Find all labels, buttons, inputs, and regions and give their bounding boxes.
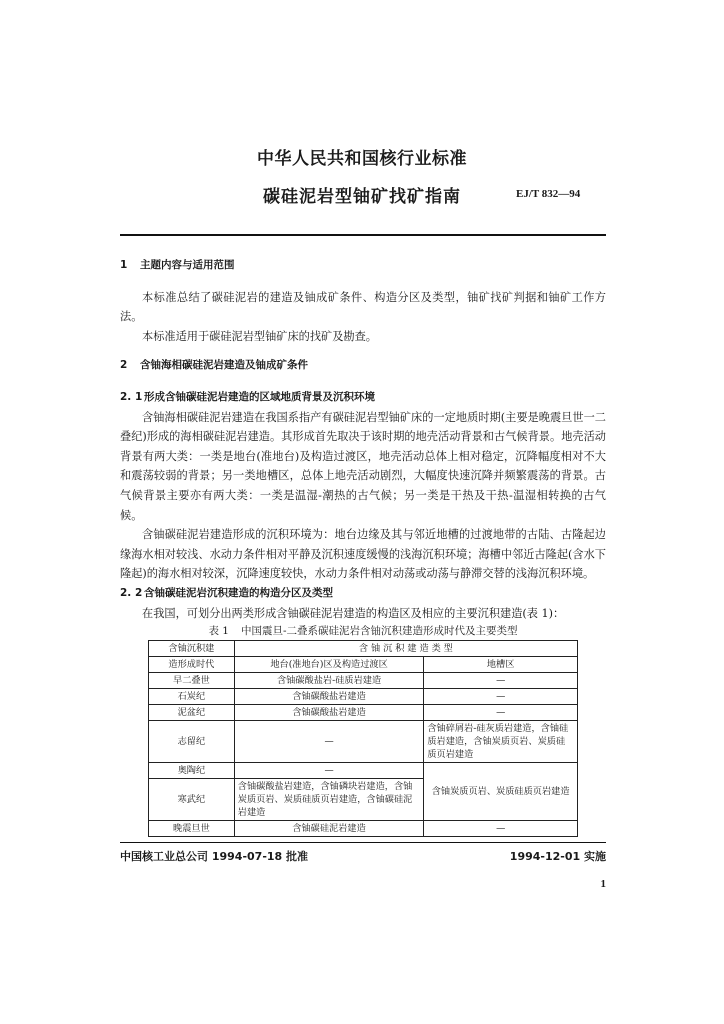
section-2-1-paragraph-2: 含铀碳硅泥岩建造形成的沉积环境为：地台边缘及其与邻近地槽的过渡地带的古陆、古隆起边缘海水相对较浅、水动力条件相对平静及沉积速度缓慢的浅海沉积环境；海槽中邻近古隆起(含水下隆起)的海水相对较深，沉降速度较快，水动力条件相对动荡或动荡与静滞交替的浅海沉积环境。 xyxy=(120,528,606,581)
section-1-number: 1 xyxy=(120,259,128,271)
implementation-date: 1994-12-01 实施 xyxy=(509,850,606,863)
header-period-top: 含铀沉积建 xyxy=(149,641,235,657)
document-title: 碳硅泥岩型铀矿找矿指南 xyxy=(263,187,461,207)
period-cell: 奥陶纪 xyxy=(149,763,235,779)
table-1-title: 中国震旦-二叠系碳硅泥岩含铀沉积建造形成时代及主要类型 xyxy=(240,625,518,638)
platform-cell: — xyxy=(234,763,424,779)
header-geosyncline-zone: 地槽区 xyxy=(424,657,578,673)
section-2-heading xyxy=(120,356,606,376)
period-cell: 寒武纪 xyxy=(149,779,235,821)
section-1-paragraph-2: 本标准适用于碳硅泥岩型铀矿床的找矿及勘查。 xyxy=(142,329,377,343)
table-row xyxy=(149,763,578,779)
table-1-number: 表 1 xyxy=(208,625,229,638)
platform-cell: 含铀碳酸盐岩-硅质岩建造 xyxy=(234,673,424,689)
section-2-2-heading xyxy=(120,584,606,604)
section-2-number: 2 xyxy=(120,359,128,372)
platform-cell: — xyxy=(234,721,424,763)
section-2-1-title: 形成含铀碳硅泥岩建造的区域地质背景及沉积环境 xyxy=(144,390,375,403)
table-row xyxy=(149,673,578,689)
header-platform-zone: 地台(准地台)区及构造过渡区 xyxy=(234,657,424,673)
section-2-2-number: 2. 2 xyxy=(120,586,143,599)
section-1-paragraph-1: 本标准总结了碳硅泥岩的建造及铀成矿条件、构造分区及类型，铀矿找矿判据和铀矿工作方法。 xyxy=(120,290,606,324)
table-row xyxy=(149,705,578,721)
table-header-row-1 xyxy=(149,641,578,657)
period-cell: 石炭纪 xyxy=(149,689,235,705)
table-row xyxy=(149,689,578,705)
period-cell: 泥盆纪 xyxy=(149,705,235,721)
approval-line: 中国核工业总公司 1994-07-18 批准 xyxy=(120,850,309,863)
page-number: 1 xyxy=(600,878,606,890)
table-header-row-2 xyxy=(149,657,578,673)
section-2-title: 含铀海相碳硅泥岩建造及铀成矿条件 xyxy=(140,359,308,372)
table-row xyxy=(149,821,578,837)
header-formation-type: 含 铀 沉 积 建 造 类 型 xyxy=(234,641,577,657)
header-divider xyxy=(120,234,606,236)
geosyncline-cell: — xyxy=(424,689,578,705)
section-2-2-paragraph-1: 在我国，可划分出两类形成含铀碳硅泥岩建造的构造区及相应的主要沉积建造(表 1)： xyxy=(142,606,565,620)
geosyncline-cell: — xyxy=(424,705,578,721)
section-2-1-number: 2. 1 xyxy=(120,390,143,403)
geosyncline-cell: — xyxy=(424,821,578,837)
footer-divider xyxy=(120,842,606,843)
geosyncline-cell: — xyxy=(424,673,578,689)
period-cell: 志留纪 xyxy=(149,721,235,763)
geosyncline-cell: 含铀碎屑岩-硅灰质岩建造，含铀硅质岩建造，含铀炭质页岩、炭质硅质页岩建造 xyxy=(424,721,578,763)
section-2-1-paragraph-1: 含铀海相碳硅泥岩建造在我国系指产有碳硅泥岩型铀矿床的一定地质时期(主要是晚震旦世一二叠纪)形成的海相碳硅泥岩建造。其形成首先取决于该时期的地壳活动背景和古气候背景。地壳活动背景有两大类：一类是地台(准地台)及构造过渡区，地壳活动总体上相对稳定，沉降幅度相对不大和震荡较弱的背景；另一类地槽区，总体上地壳活动剧烈，大幅度快速沉降并频繁震荡的背景。古气候背景主要亦有两大类：一类是温湿-潮热的古气候；另一类是干热及干热-温湿相转换的古气候。 xyxy=(120,410,606,522)
period-cell: 早二叠世 xyxy=(149,673,235,689)
geosyncline-cell: 含铀炭质页岩、炭质硅质页岩建造 xyxy=(424,763,578,821)
header-period-bottom: 造形成时代 xyxy=(149,657,235,673)
standard-organization: 中华人民共和国核行业标准 xyxy=(257,149,467,169)
section-2-2-title: 含铀碳硅泥岩沉积建造的构造分区及类型 xyxy=(144,586,333,599)
period-cell: 晚震旦世 xyxy=(149,821,235,837)
table-row xyxy=(149,721,578,763)
platform-cell: 含铀碳酸盐岩建造 xyxy=(234,705,424,721)
platform-cell: 含铀碳硅泥岩建造 xyxy=(234,821,424,837)
document-body xyxy=(120,254,606,837)
section-2-1-heading xyxy=(120,388,606,408)
section-1-title: 主题内容与适用范围 xyxy=(140,259,235,271)
table-1-caption xyxy=(120,623,606,640)
platform-cell: 含铀碳酸盐岩建造 xyxy=(234,689,424,705)
platform-cell: 含铀碳酸盐岩建造，含铀磷块岩建造，含铀炭质页岩、炭质硅质页岩建造，含铀碳硅泥岩建造 xyxy=(234,779,424,821)
table-1 xyxy=(148,640,578,837)
section-1-heading xyxy=(120,256,606,276)
standard-number: EJ/T 832—94 xyxy=(516,188,581,200)
